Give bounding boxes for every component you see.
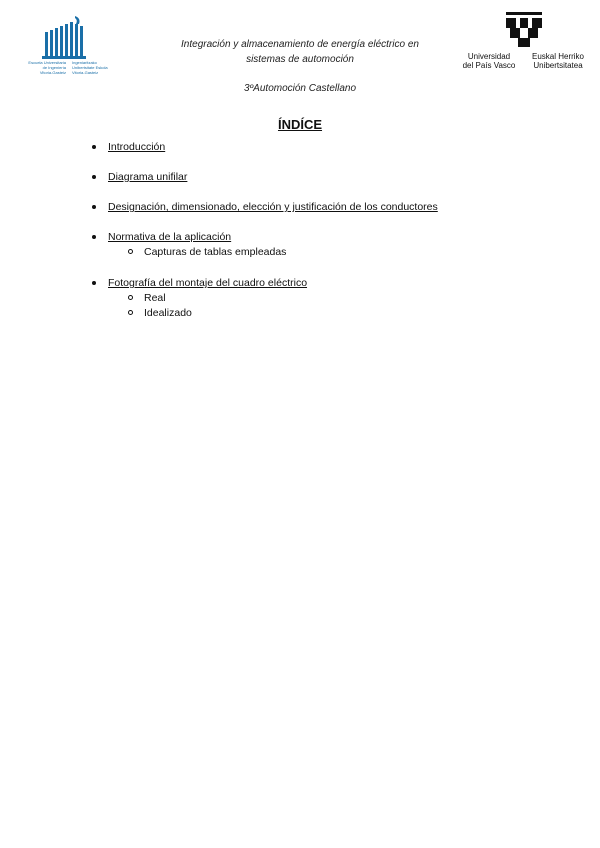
university-emblem-icon: [458, 10, 590, 50]
hollow-bullet-icon: [128, 295, 133, 300]
toc-subitem-label: Capturas de tablas empleadas: [144, 246, 287, 258]
bullet-icon: [92, 175, 96, 179]
toc-subitem: [88, 307, 568, 322]
title-line-1: Integración y almacenamiento de energía eléctrico en: [181, 39, 419, 50]
bullet-icon: [92, 205, 96, 209]
toc-item-normativa: [88, 231, 568, 261]
toc-link[interactable]: Normativa de la aplicación: [108, 231, 232, 243]
toc-item-designacion[interactable]: [88, 201, 568, 231]
document-header: [0, 0, 600, 110]
toc-item-fotografia: [88, 277, 568, 322]
table-of-contents: [88, 141, 568, 322]
university-name-spanish: Universidad del País Vasco: [462, 52, 516, 70]
toc-item-diagrama[interactable]: [88, 171, 568, 201]
bullet-icon: [92, 145, 96, 149]
toc-subitem: [88, 246, 568, 261]
toc-subitem-label: Real: [144, 292, 166, 304]
toc-sublist: [88, 292, 568, 322]
title-line-2: sistemas de automoción: [246, 54, 354, 65]
hollow-bullet-icon: [128, 310, 133, 315]
university-logo: [458, 10, 590, 74]
school-logo: [18, 14, 118, 78]
index-title: ÍNDÍCE: [277, 117, 323, 132]
university-name-basque: Euskal Herriko Unibertsitatea: [531, 52, 584, 70]
document-subtitle: 3ºAutomoción Castellano: [243, 83, 357, 94]
toc-subitem-label: Idealizado: [144, 307, 192, 319]
toc-subitem: [88, 292, 568, 307]
hollow-bullet-icon: [128, 249, 133, 254]
toc-link[interactable]: Designación, dimensionado, elección y justificación de los conductores: [108, 201, 438, 213]
toc-item-introduccion[interactable]: [88, 141, 568, 171]
toc-link[interactable]: Fotografía del montaje del cuadro eléctrico: [108, 277, 308, 289]
toc-main-row[interactable]: [88, 277, 568, 291]
toc-link[interactable]: Diagrama unifilar: [108, 171, 188, 183]
toc-link[interactable]: Introducción: [108, 141, 166, 153]
toc-sublist: [88, 246, 568, 261]
bullet-icon: [92, 281, 96, 285]
toc-main-row[interactable]: [88, 231, 568, 245]
school-logo-text-spanish: Escuela Universitaria de Ingeniería Vitoria-Gasteiz: [28, 60, 66, 75]
document-title: [160, 37, 440, 67]
bullet-icon: [92, 235, 96, 239]
school-logo-text-basque: Ingeniaritzako Unibertsitate Eskola Vitoria-Gasteiz: [72, 60, 108, 75]
